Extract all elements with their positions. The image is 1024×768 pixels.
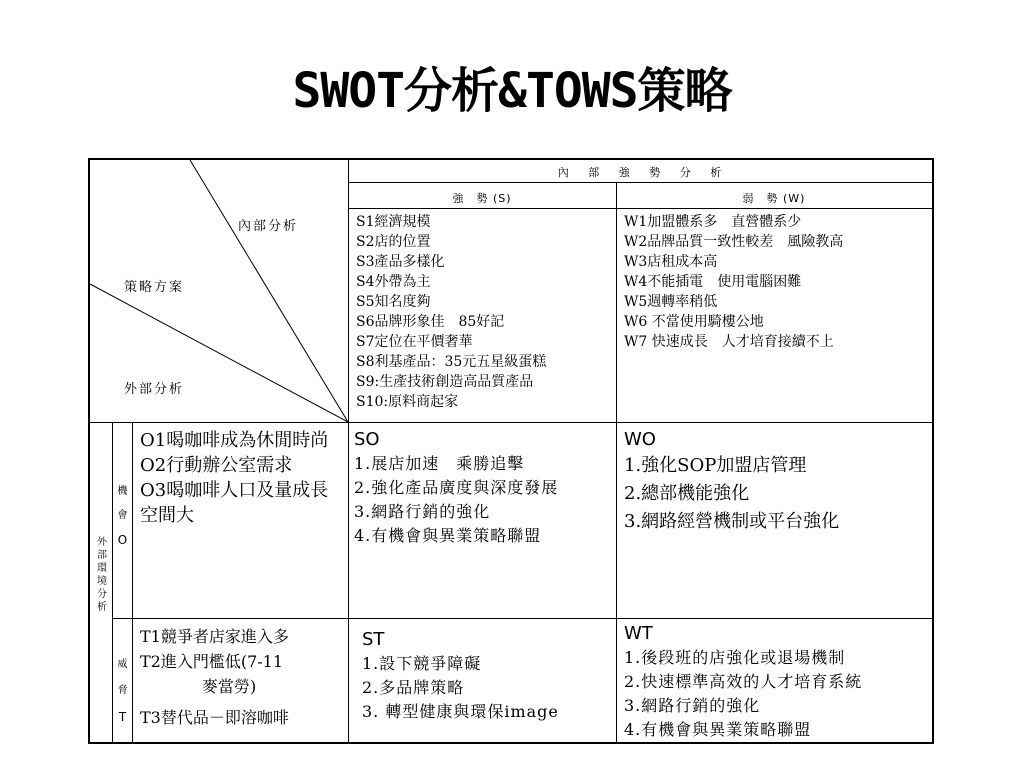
divider-header-1 <box>348 182 932 183</box>
list-item: 1.設下競爭障礙 <box>362 654 482 673</box>
list-item: S4外帶為主 <box>356 274 431 290</box>
threat-label <box>113 652 132 730</box>
swot-tows-table <box>88 158 934 744</box>
list-item: 1.後段班的店強化或退場機制 <box>624 648 846 667</box>
list-item: S9:生產技術創造高品質產品 <box>356 374 534 390</box>
list-item: W4不能插電 使用電腦困難 <box>624 274 802 290</box>
list-item: 4.有機會與異業策略聯盟 <box>354 526 542 545</box>
list-item: 4.有機會與異業策略聯盟 <box>624 720 812 739</box>
divider-o-t <box>112 618 932 619</box>
list-item: 2.強化產品廣度與深度發展 <box>354 478 559 497</box>
list-item: 2.快速標準高效的人才培育系統 <box>624 672 863 691</box>
divider-header-2 <box>348 208 932 209</box>
list-item: S7定位在平價奢華 <box>356 334 473 350</box>
external-char: 外 <box>97 537 107 548</box>
list-item: S6品牌形象佳 85好記 <box>356 314 505 330</box>
list-item: S8利基產品：35元五星級蛋糕 <box>356 354 547 370</box>
list-item: 3.網路經營機制或平台強化 <box>624 511 840 532</box>
wo-cell <box>624 428 928 536</box>
list-item: W2品牌品質一致性較差 風險教高 <box>624 234 844 250</box>
list-item: S10:原料商起家 <box>356 394 459 410</box>
threat-item: T2進入門檻低(7-11 <box>140 652 284 671</box>
list-item: S5知名度夠 <box>356 294 431 310</box>
st-heading: ST <box>362 629 385 650</box>
opportunity-item: O2行動辦公室需求 <box>140 455 293 476</box>
list-item: 3. 轉型健康與環保image <box>362 702 559 721</box>
list-item: W1加盟體系多 直營體系少 <box>624 214 802 230</box>
corner-external-label: 外部分析 <box>124 382 185 397</box>
external-char: 環 <box>97 563 107 574</box>
threat-char: 威 <box>117 659 128 670</box>
list-item: S3產品多樣化 <box>356 254 445 270</box>
list-item: W7 快速成長 人才培育接續不上 <box>624 334 834 350</box>
list-item: S2店的位置 <box>356 234 431 250</box>
threat-item: 麥當勞) <box>202 677 257 696</box>
threat-item: T3替代品－即溶咖啡 <box>140 708 289 727</box>
opportunities-cell <box>140 428 344 528</box>
external-char: 析 <box>97 602 107 613</box>
list-item: S1經濟規模 <box>356 214 431 230</box>
list-item: 1.展店加速 乘勝追擊 <box>354 454 525 473</box>
wo-heading: WO <box>624 429 656 450</box>
corner-strategy-label: 策略方案 <box>124 280 185 295</box>
list-item: 3.網路行銷的強化 <box>624 696 761 715</box>
external-char: 分 <box>97 589 107 600</box>
opportunity-char: 會 <box>117 510 128 521</box>
divider-top-section <box>90 422 932 423</box>
list-item: 2.總部機能強化 <box>624 483 750 504</box>
so-cell <box>354 428 612 548</box>
divider-ot-label-column <box>132 422 133 742</box>
opportunity-char: O <box>117 533 128 547</box>
list-item: 3.網路行銷的強化 <box>354 502 491 521</box>
wt-heading: WT <box>624 623 653 644</box>
list-item: W6 不當使用騎樓公地 <box>624 314 764 330</box>
opportunity-char: 機 <box>117 486 128 497</box>
strengths-list <box>356 212 612 412</box>
external-char: 部 <box>97 550 107 561</box>
list-item: 1.強化SOP加盟店管理 <box>624 455 807 476</box>
weaknesses-list <box>624 212 928 352</box>
threat-item: T1競爭者店家進入多 <box>140 627 289 646</box>
list-item: 2.多品牌策略 <box>362 678 465 697</box>
strengths-header: 強 勢 (S) <box>452 192 512 205</box>
st-cell <box>362 628 614 724</box>
external-char: 境 <box>97 576 107 587</box>
wo-list <box>624 452 928 536</box>
so-list <box>354 452 612 548</box>
page-title: SWOT分析&TOWS策略 <box>292 63 732 119</box>
wt-cell <box>624 622 930 742</box>
opportunity-item: O3喝咖啡人口及量成長空間大 <box>140 480 329 526</box>
wt-list <box>624 646 930 742</box>
weaknesses-header: 弱 勢 (W) <box>742 192 806 205</box>
corner-internal-label: 內部分析 <box>238 219 299 234</box>
opportunity-label <box>113 480 132 552</box>
threats-cell <box>140 624 344 730</box>
st-list <box>362 652 614 724</box>
threat-char: T <box>118 710 127 724</box>
divider-left-column <box>348 160 349 742</box>
threat-char: 脅 <box>117 685 128 696</box>
opportunity-item: O1喝咖啡成為休閒時尚 <box>140 430 329 451</box>
divider-middle-column <box>616 182 617 742</box>
list-item: W5週轉率稍低 <box>624 294 718 310</box>
list-item: W3店租成本高 <box>624 254 718 270</box>
internal-analysis-header: 內 部 強 勢 分 析 <box>557 166 723 179</box>
external-environment-label <box>92 536 112 614</box>
so-heading: SO <box>354 429 380 450</box>
